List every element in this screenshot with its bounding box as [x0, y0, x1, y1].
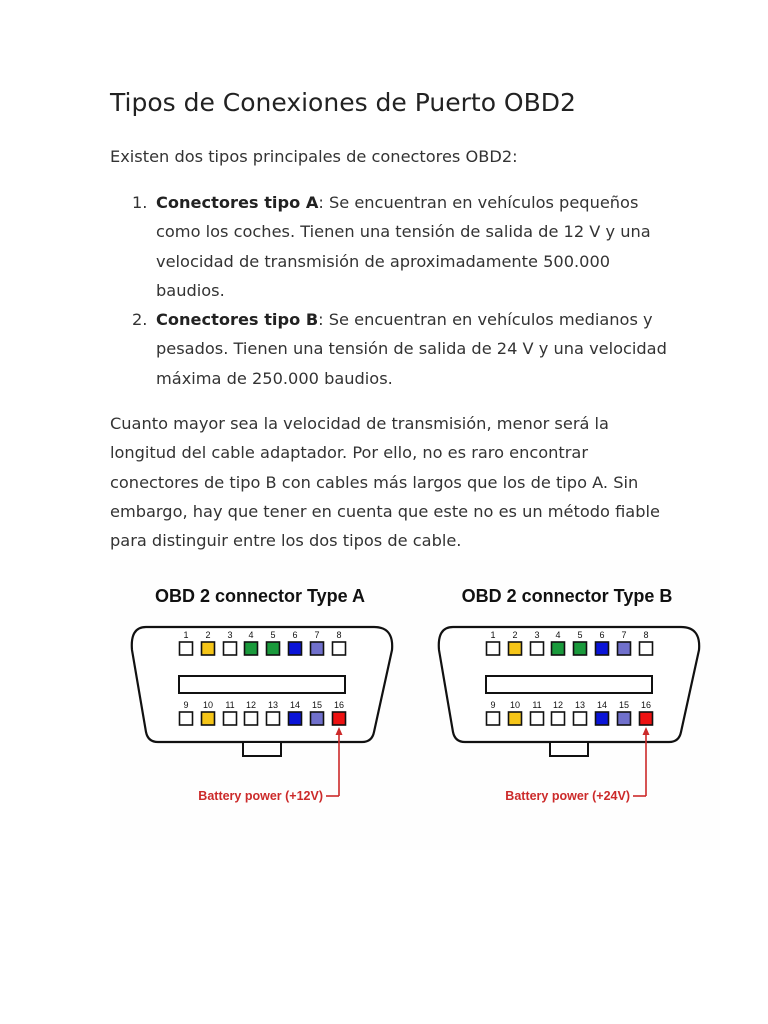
pin-number: 8: [643, 630, 649, 640]
pin-number: 4: [555, 630, 561, 640]
pin-number: 8: [336, 630, 342, 640]
pin-14: [289, 712, 302, 725]
pin-11: [531, 712, 544, 725]
pin-number: 12: [552, 700, 564, 710]
pin-2: [509, 642, 522, 655]
connector-center-bar: [486, 676, 652, 693]
pin-13: [267, 712, 280, 725]
pin-number: 11: [225, 700, 235, 710]
page-title: Tipos de Conexiones de Puerto OBD2: [110, 88, 576, 117]
pin-number: 5: [270, 630, 276, 640]
pin-16: [640, 712, 653, 725]
connector-key-tab: [550, 742, 588, 756]
list-number: 1.: [132, 193, 148, 212]
pin-number: 13: [574, 700, 586, 710]
pin-number: 3: [227, 630, 233, 640]
pin-1: [487, 642, 500, 655]
list-term: Conectores tipo B: [156, 310, 319, 330]
connector-b: [439, 586, 699, 803]
pin-number: 1: [490, 630, 496, 640]
pin-number: 14: [596, 700, 608, 710]
pin-8: [333, 642, 346, 655]
pin-number: 2: [512, 630, 518, 640]
pin-9: [487, 712, 500, 725]
pin-number: 15: [618, 700, 630, 710]
connector-diagram-svg: [110, 560, 720, 850]
pin-number: 5: [577, 630, 583, 640]
pin-number: 15: [311, 700, 323, 710]
pin-11: [224, 712, 237, 725]
pin-number: 9: [183, 700, 189, 710]
list-text: : Se encuentran en vehículos pequeños como los coches. Tienen una tensión de salida de 12 V y una velocidad de transmisión de aproximadamente 500.000 baudios.: [156, 193, 651, 300]
pin-number: 10: [509, 700, 521, 710]
pin-5: [267, 642, 280, 655]
battery-power-label: Battery power (+12V): [198, 789, 323, 803]
list-text: : Se encuentran en vehículos medianos y pesados. Tienen una tensión de salida de 24 V y una velocidad máxima de 250.000 baudios.: [156, 310, 667, 388]
intro-paragraph: Existen dos tipos principales de conectores OBD2:: [110, 147, 518, 166]
pin-6: [596, 642, 609, 655]
pin-15: [618, 712, 631, 725]
pin-number: 2: [205, 630, 211, 640]
pin-3: [531, 642, 544, 655]
pin-1: [180, 642, 193, 655]
pin-number: 6: [599, 630, 605, 640]
pin-7: [311, 642, 324, 655]
pin-4: [552, 642, 565, 655]
pin-number: 6: [292, 630, 298, 640]
pin-2: [202, 642, 215, 655]
pin-number: 11: [532, 700, 542, 710]
pin-number: 14: [289, 700, 301, 710]
pin-number: 16: [333, 700, 345, 710]
connector-title: OBD 2 connector Type B: [461, 586, 673, 606]
pin-number: 3: [534, 630, 540, 640]
list-item: [110, 305, 670, 393]
pin-4: [245, 642, 258, 655]
connector-key-tab: [243, 742, 281, 756]
pin-13: [574, 712, 587, 725]
connector-a: [132, 586, 392, 803]
list-term: Conectores tipo A: [156, 193, 319, 212]
pin-10: [509, 712, 522, 725]
battery-power-label: Battery power (+24V): [505, 789, 630, 803]
pin-number: 10: [202, 700, 214, 710]
pin-number: 1: [183, 630, 189, 640]
pin-6: [289, 642, 302, 655]
pin-number: 9: [490, 700, 496, 710]
pin-number: 16: [640, 700, 652, 710]
pin-5: [574, 642, 587, 655]
pin-number: 12: [245, 700, 257, 710]
connector-title: OBD 2 connector Type A: [154, 586, 366, 606]
pin-7: [618, 642, 631, 655]
pin-3: [224, 642, 237, 655]
pin-9: [180, 712, 193, 725]
obd2-connector-diagram: [110, 560, 720, 850]
pin-number: 7: [314, 630, 320, 640]
pin-12: [552, 712, 565, 725]
pin-8: [640, 642, 653, 655]
pin-number: 4: [248, 630, 254, 640]
pin-14: [596, 712, 609, 725]
connector-types-list: [110, 188, 670, 393]
pin-12: [245, 712, 258, 725]
connector-center-bar: [179, 676, 345, 693]
list-item: [110, 188, 670, 305]
pin-number: 7: [621, 630, 627, 640]
list-number: 2.: [132, 310, 148, 330]
pin-15: [311, 712, 324, 725]
pin-number: 13: [267, 700, 279, 710]
outro-paragraph: Cuanto mayor sea la velocidad de transmisión, menor será la longitud del cable adaptador. Por ello, no es raro encontrar conectores de tipo B con cables más largos que los de tipo A. Sin embargo, hay que tener en cuenta que este no es un método fiable para distinguir entre los dos tipos de cable.: [110, 414, 660, 551]
pin-16: [333, 712, 346, 725]
pin-10: [202, 712, 215, 725]
